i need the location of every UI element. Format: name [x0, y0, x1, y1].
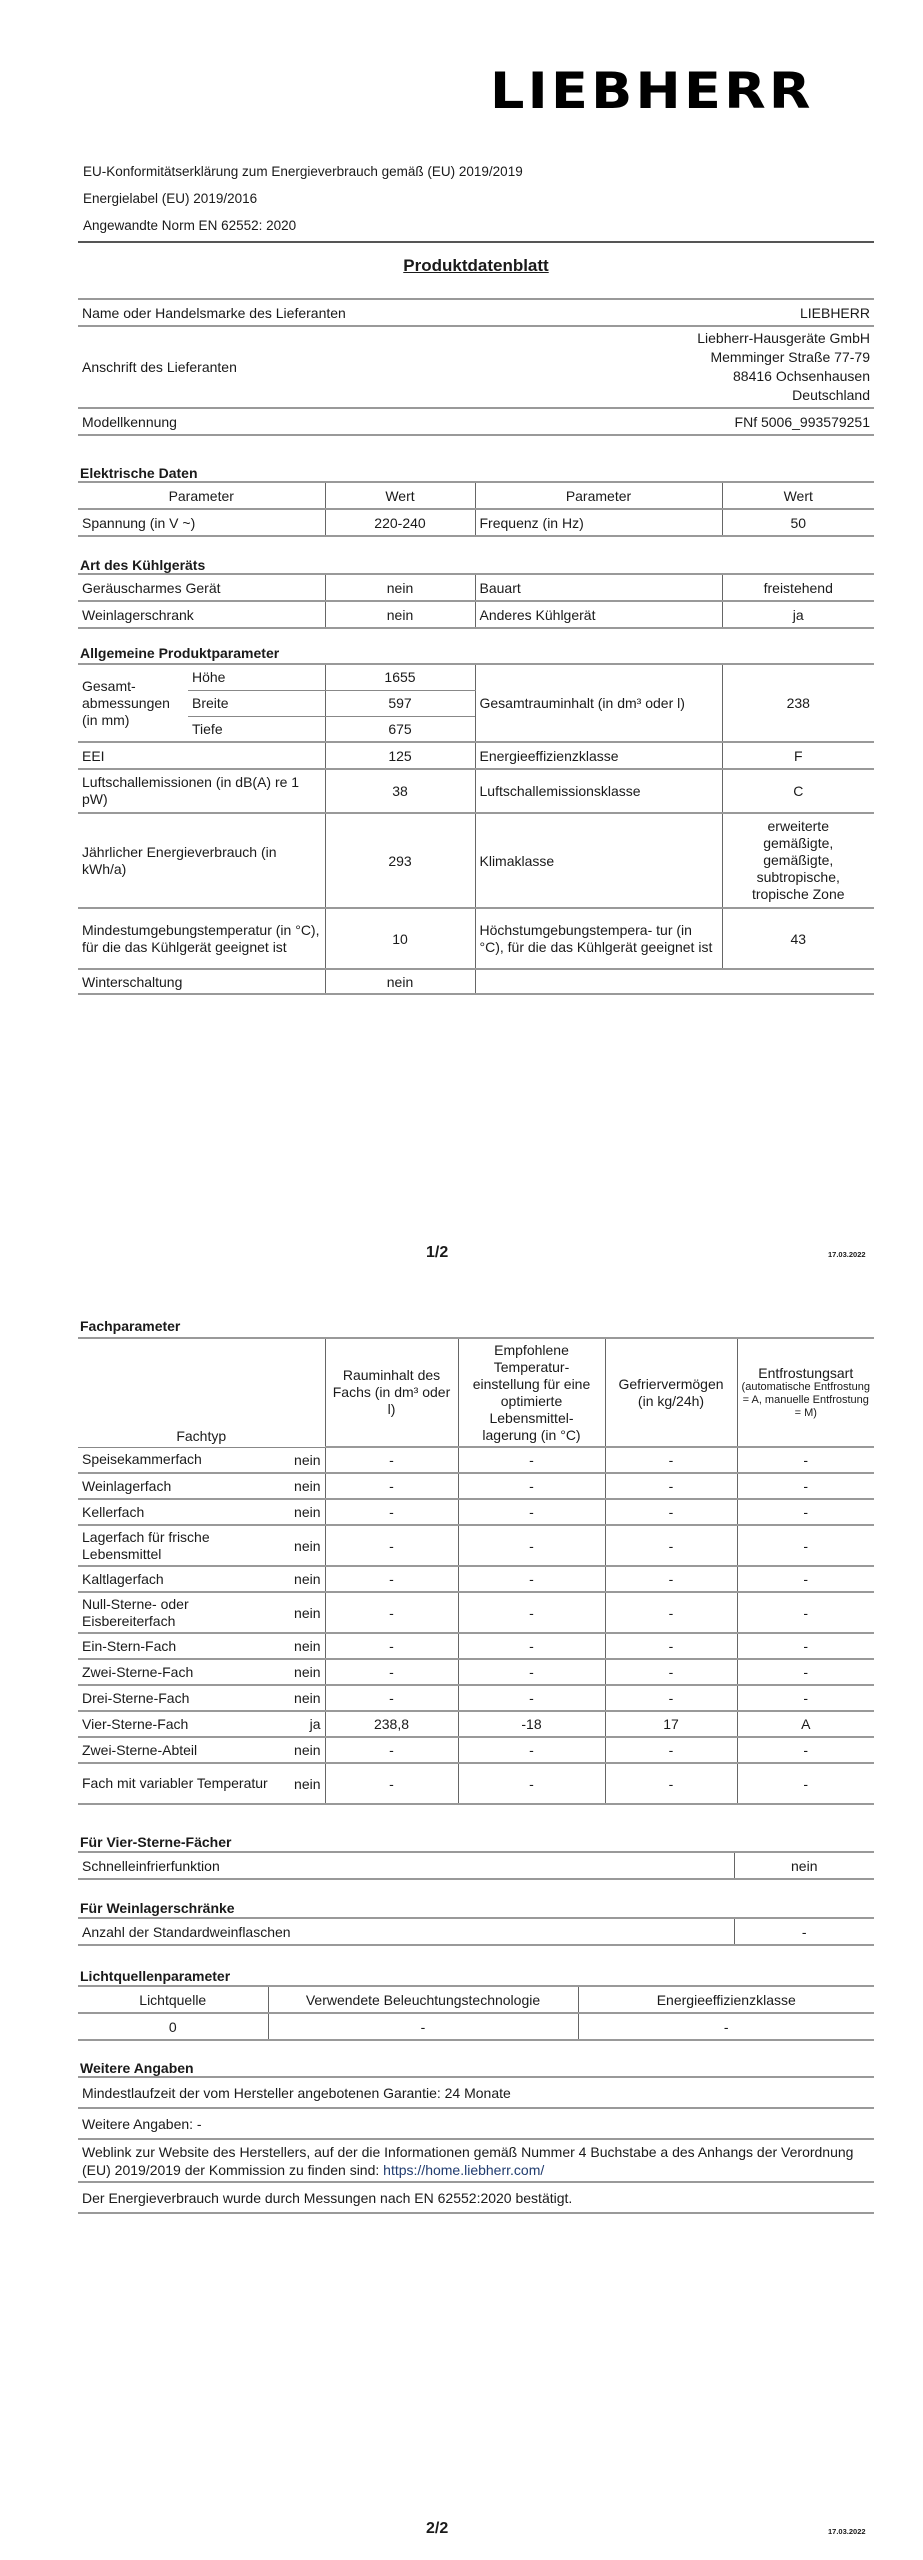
weblink-text: Weblink zur Website des Herstellers, auf der die Informationen gemäß Nummer 4 Buchstabe a des Anhangs der Verordnung (EU) 2019/2019 der Kommission zu finden sind:: [82, 2143, 854, 2178]
compartment-volume: -: [325, 1566, 458, 1592]
compartment-freeze: 17: [605, 1711, 737, 1737]
compartment-temp: -: [458, 1633, 605, 1659]
compartments-table: [78, 1337, 874, 1805]
light-class-value: -: [578, 2013, 874, 2040]
col-header-light-tech: Verwendete Beleuchtungstechnologie: [268, 1986, 578, 2013]
model-label: Modellkennung: [82, 413, 177, 430]
compartment-defrost: -: [737, 1592, 874, 1633]
compartment-freeze: -: [605, 1447, 737, 1473]
eei-value: 125: [325, 742, 475, 769]
quick-freeze-value: nein: [734, 1852, 874, 1879]
compartment-defrost: -: [737, 1763, 874, 1804]
wine-bottles-value: -: [734, 1918, 874, 1945]
page-number-1: 1/2: [426, 1244, 449, 1261]
height-value: 1655: [325, 664, 475, 690]
supplier-name-value: LIEBHERR: [799, 304, 870, 321]
wine-cabinet-label: Weinlagerschrank: [82, 606, 194, 623]
address-line: 88416 Ochsenhausen: [733, 368, 870, 384]
compartment-temp: -: [458, 1566, 605, 1592]
compartment-volume: 238,8: [325, 1711, 458, 1737]
col-header: Wert: [722, 482, 874, 509]
light-source-value: 0: [168, 2018, 177, 2035]
compartment-temp: -: [458, 1525, 605, 1566]
design-label: Bauart: [475, 574, 722, 601]
measurement-confirmation: Der Energieverbrauch wurde durch Messungen nach EN 62552:2020 bestätigt.: [82, 2189, 573, 2206]
compartment-present: nein: [294, 1537, 321, 1554]
compartment-freeze: -: [605, 1499, 737, 1525]
col-header: Parameter: [475, 482, 722, 509]
compartment-volume: -: [325, 1473, 458, 1499]
compartment-temp: -: [458, 1592, 605, 1633]
other-appliance-value: ja: [722, 601, 874, 628]
compartment-name: Weinlagerfach: [82, 1477, 172, 1494]
col-header-type: Fachtyp: [78, 1338, 325, 1447]
min-temp-value: 10: [325, 908, 475, 969]
depth-label: Tiefe: [192, 720, 223, 737]
compartment-freeze: -: [605, 1737, 737, 1763]
dimensions-label: Gesamt- abmessungen (in mm): [78, 664, 188, 742]
compartment-present: nein: [294, 1690, 321, 1706]
page-title: Produktdatenblatt: [403, 256, 549, 275]
compartment-freeze: -: [605, 1659, 737, 1685]
applied-standard: Angewandte Norm EN 62552: 2020: [83, 218, 297, 233]
supplier-table: [78, 298, 874, 436]
compartment-present: nein: [294, 1504, 321, 1520]
energy-label-regulation: Energielabel (EU) 2019/2016: [83, 191, 258, 206]
section-compartments: Fachparameter: [80, 1318, 181, 1334]
compartment-defrost: -: [737, 1525, 874, 1566]
compartment-temp: -: [458, 1659, 605, 1685]
general-table: [78, 663, 874, 995]
compartment-volume: -: [325, 1592, 458, 1633]
section-electrical: Elektrische Daten: [80, 465, 198, 481]
compartment-name: Zwei-Sterne-Abteil: [82, 1741, 198, 1758]
compartment-temp: -: [458, 1473, 605, 1499]
supplier-address-value: [556, 326, 874, 408]
compartment-defrost: -: [737, 1566, 874, 1592]
compartment-volume: -: [325, 1525, 458, 1566]
compartment-defrost: -: [737, 1659, 874, 1685]
winter-switch-label: Winterschaltung: [82, 973, 183, 990]
defrost-note: (automatische Entfrostung = A, manuelle Entfrostung = M): [741, 1381, 870, 1419]
compartment-temp: -: [458, 1499, 605, 1525]
min-temp-label: Mindestumgebungstemperatur (in °C), für die das Kühlgerät geeignet ist: [82, 921, 320, 955]
liebherr-logo: LIEBHERR: [490, 62, 814, 120]
depth-value: 675: [325, 716, 475, 742]
compartment-present: nein: [294, 1571, 321, 1587]
col-header: Parameter: [168, 487, 234, 504]
page-date-1: 17.03.2022: [828, 1250, 866, 1259]
compartment-row: [78, 1473, 874, 1499]
compartment-volume: -: [325, 1659, 458, 1685]
winter-switch-value: nein: [325, 969, 475, 994]
compartment-row: [78, 1447, 874, 1473]
compartment-defrost: -: [737, 1447, 874, 1473]
annual-energy-label: Jährlicher Energieverbrauch (in kWh/a): [82, 843, 277, 877]
light-tech-value: -: [268, 2013, 578, 2040]
address-line: Deutschland: [792, 387, 870, 403]
compartment-temp: -: [458, 1685, 605, 1711]
max-temp-value: 43: [722, 908, 874, 969]
compartment-freeze: -: [605, 1592, 737, 1633]
col-header-volume: Rauminhalt des Fachs (in dm³ oder l): [325, 1338, 458, 1447]
wine-bottles-label: Anzahl der Standardweinflaschen: [82, 1923, 291, 1940]
compartment-row: [78, 1633, 874, 1659]
section-four-star: Für Vier-Sterne-Fächer: [80, 1834, 232, 1850]
compartment-volume: -: [325, 1447, 458, 1473]
width-label: Breite: [188, 690, 325, 716]
compartment-temp: -: [458, 1737, 605, 1763]
eei-label: EEI: [82, 747, 105, 764]
compartment-present: ja: [309, 1716, 321, 1732]
col-header-light-class: Energieeffizienzklasse: [578, 1986, 874, 2013]
compartment-defrost: A: [737, 1711, 874, 1737]
col-header-freeze: Gefriervermögen (in kg/24h): [605, 1338, 737, 1447]
col-header-light-source: Lichtquelle: [139, 1991, 207, 2008]
climate-class-label: Klimaklasse: [475, 813, 722, 908]
climate-class-value: erweiterte gemäßigte, gemäßigte, subtropische, tropische Zone: [722, 813, 874, 908]
compartment-freeze: -: [605, 1473, 737, 1499]
energy-class-value: F: [722, 742, 874, 769]
max-temp-label: Höchstumgebungstempera- tur (in °C), für die das Kühlgerät geeignet ist: [475, 908, 722, 969]
compartment-name: Kellerfach: [82, 1503, 145, 1520]
compartment-defrost: -: [737, 1473, 874, 1499]
compartment-temp: -: [458, 1447, 605, 1473]
electrical-table: [78, 481, 874, 537]
compartment-present: nein: [294, 1451, 321, 1468]
compartment-name: Ein-Stern-Fach: [82, 1637, 177, 1654]
compartment-freeze: -: [605, 1685, 737, 1711]
page-date-2: 17.03.2022: [828, 2527, 866, 2536]
compartment-row: [78, 1711, 874, 1737]
total-volume-value: 238: [722, 664, 874, 742]
compartment-name: Speisekammerfach: [82, 1451, 202, 1468]
compartment-name: Zwei-Sterne-Fach: [82, 1663, 194, 1680]
compartment-name: Drei-Sterne-Fach: [82, 1689, 190, 1706]
section-general: Allgemeine Produktparameter: [80, 645, 280, 661]
energy-class-label: Energieeffizienzklasse: [475, 742, 722, 769]
section-light: Lichtquellenparameter: [80, 1968, 231, 1984]
compartment-row: [78, 1685, 874, 1711]
compartment-freeze: -: [605, 1525, 737, 1566]
compartment-defrost: -: [737, 1737, 874, 1763]
further-table: [78, 2076, 874, 2214]
compartment-present: nein: [294, 1775, 321, 1792]
noise-class-value: C: [722, 769, 874, 813]
compartment-freeze: -: [605, 1566, 737, 1592]
weblink-row: [78, 2139, 874, 2182]
compartment-present: nein: [294, 1638, 321, 1654]
col-header-defrost: [737, 1338, 874, 1447]
compartment-temp: -18: [458, 1711, 605, 1737]
height-label: Höhe: [188, 664, 325, 690]
section-appliance-type: Art des Kühlgeräts: [80, 557, 206, 573]
design-value: freistehend: [722, 574, 874, 601]
compartment-name: Fach mit variabler Temperatur: [82, 1775, 268, 1791]
conformity-declaration: EU-Konformitätserklärung zum Energieverbrauch gemäß (EU) 2019/2019: [83, 164, 523, 179]
quick-freeze-label: Schnelleinfrierfunktion: [82, 1857, 220, 1874]
compartment-temp: -: [458, 1763, 605, 1804]
address-line: Liebherr-Hausgeräte GmbH: [697, 330, 870, 346]
compartment-name: Null-Sterne- oder Eisbereiterfach: [82, 1595, 189, 1629]
total-volume-label: Gesamtrauminhalt (in dm³ oder l): [475, 664, 722, 742]
width-value: 597: [325, 690, 475, 716]
compartment-volume: -: [325, 1499, 458, 1525]
further-info-text: Weitere Angaben: -: [82, 2115, 202, 2132]
compartment-present: nein: [294, 1664, 321, 1680]
compartment-row: [78, 1659, 874, 1685]
compartment-freeze: -: [605, 1763, 737, 1804]
supplier-name-label: Name oder Handelsmarke des Lieferanten: [82, 304, 346, 321]
noise-label: Luftschallemissionen (in dB(A) re 1 pW): [82, 774, 300, 807]
other-appliance-label: Anderes Kühlgerät: [475, 601, 722, 628]
manufacturer-link[interactable]: https://home.liebherr.com/: [383, 2161, 545, 2178]
compartment-volume: -: [325, 1737, 458, 1763]
compartment-name: Lagerfach für frische Lebensmittel: [82, 1528, 210, 1562]
noise-class-label: Luftschallemissionsklasse: [475, 769, 722, 813]
compartment-name: Kaltlagerfach: [82, 1570, 164, 1587]
compartment-volume: -: [325, 1685, 458, 1711]
col-header-temp: Empfohlene Temperatur- einstellung für eine optimierte Lebensmittel- lagerung (in °C): [458, 1338, 605, 1447]
appliance-type-table: [78, 573, 874, 629]
compartment-row: [78, 1525, 874, 1566]
low-noise-value: nein: [325, 574, 475, 601]
noise-value: 38: [325, 769, 475, 813]
four-star-table: [78, 1851, 874, 1880]
compartment-row: [78, 1592, 874, 1633]
voltage-label: Spannung (in V ~): [82, 514, 196, 531]
supplier-address-label: Anschrift des Lieferanten: [82, 359, 237, 375]
col-header: Wert: [325, 482, 475, 509]
compartment-present: nein: [294, 1742, 321, 1758]
wine-cabinet-value: nein: [325, 601, 475, 628]
warranty-text: Mindestlaufzeit der vom Hersteller angebotenen Garantie: 24 Monate: [82, 2084, 511, 2101]
compartment-row: [78, 1566, 874, 1592]
address-line: Memminger Straße 77-79: [710, 349, 870, 365]
frequency-label: Frequenz (in Hz): [475, 509, 722, 536]
frequency-value: 50: [722, 509, 874, 536]
low-noise-label: Geräuscharmes Gerät: [82, 579, 221, 596]
light-table: [78, 1985, 874, 2041]
wine-table: [78, 1917, 874, 1946]
compartment-defrost: -: [737, 1499, 874, 1525]
compartment-freeze: -: [605, 1633, 737, 1659]
section-further: Weitere Angaben: [80, 2060, 194, 2076]
header-divider: [78, 241, 874, 243]
compartment-volume: -: [325, 1633, 458, 1659]
page-number-2: 2/2: [426, 2520, 449, 2537]
defrost-title: Entfrostungsart: [758, 1365, 854, 1381]
compartment-defrost: -: [737, 1685, 874, 1711]
compartment-defrost: -: [737, 1633, 874, 1659]
voltage-value: 220-240: [325, 509, 475, 536]
annual-energy-value: 293: [325, 813, 475, 908]
section-wine: Für Weinlagerschränke: [80, 1900, 235, 1916]
compartment-row: [78, 1763, 874, 1804]
compartment-row: [78, 1737, 874, 1763]
compartment-name: Vier-Sterne-Fach: [82, 1715, 189, 1732]
compartment-present: nein: [294, 1604, 321, 1621]
empty-cell: [475, 969, 874, 994]
model-value: FNf 5006_993579251: [734, 413, 870, 430]
compartment-row: [78, 1499, 874, 1525]
compartment-volume: -: [325, 1763, 458, 1804]
compartment-present: nein: [294, 1478, 321, 1494]
